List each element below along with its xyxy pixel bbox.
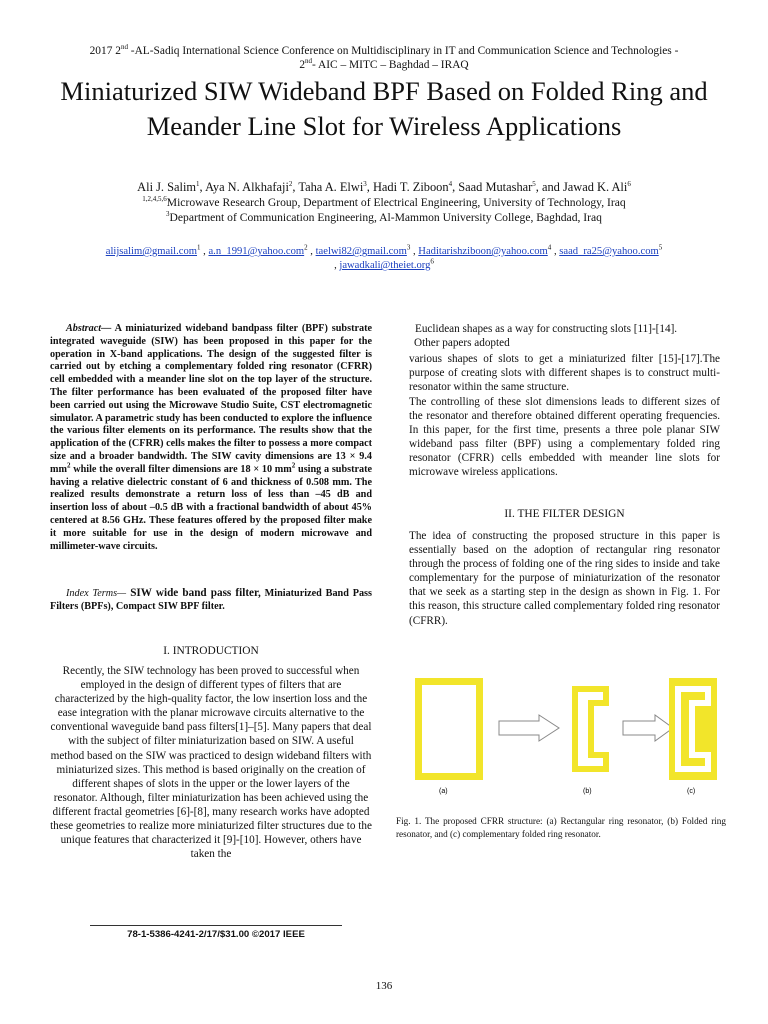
author: Aya N. Alkhafaji$^2$, bbox=[205, 179, 299, 194]
conf-name: -AL-Sadiq International Science Conference on Multidisciplinary in IT and Communication Science and Technologies - bbox=[127, 45, 679, 57]
paragraph: The idea of constructing the proposed structure in this paper is essentially based on the adoption of rectangular ring resonator through the process of folding one of the ring sides to inside and take complementary for the purpose of miniaturization of the resonator that we seek as a starting step in the design as shown in Fig. 1. For this reason, this structure called complementary folded ring resonator (CFRR). bbox=[409, 530, 720, 627]
paragraph: The controlling of these slot dimensions leads to different sizes of the resonator and therefore obtained different operating frequencies. In this paper, for the first time, presents a three pole planar SIW wideband pass filter (BPF) using a complementary folded ring resonator (CFRR) cells embedded with meander line slots for microwave wireless applications. bbox=[409, 396, 720, 479]
author: Ali J. Salim$^1$, bbox=[137, 179, 206, 194]
conf-year: 2017 2 bbox=[89, 45, 121, 57]
figure-caption: Fig. 1. The proposed CFRR structure: (a) Rectangular ring resonator, (b) Folded ring resonator, and (c) complementary folded ring resonator. bbox=[396, 816, 726, 839]
arrow-icon bbox=[623, 715, 673, 741]
email-link[interactable]: Haditarishziboon@yahoo.com bbox=[418, 246, 548, 257]
figure-label-a: (a) bbox=[439, 788, 448, 795]
page-number: 136 bbox=[375, 980, 393, 992]
section-heading-introduction: I. INTRODUCTION bbox=[163, 645, 259, 657]
conf-location: - AIC – MITC – Baghdad – IRAQ bbox=[312, 59, 469, 71]
conference-header bbox=[30, 44, 738, 72]
author-list bbox=[30, 180, 738, 195]
email-link[interactable]: jawadkali@theiet.org bbox=[339, 260, 431, 271]
affiliation-2: $^3$Department of Communication Engineering, Al-Mammon University College, Baghdad, Iraq bbox=[166, 210, 602, 224]
conf-sup2: nd bbox=[305, 57, 313, 66]
paper-title: Miniaturized SIW Wideband BPF Based on Folded Ring and Meander Line Slot for Wireless Applications bbox=[60, 76, 708, 141]
index-terms: Index Terms— SIW wide band pass filter, Miniaturized Band Pass Filters (BPFs), Compact SIW BPF filter. bbox=[50, 587, 372, 612]
figure-label-b: (b) bbox=[583, 788, 592, 795]
section-heading-filter-design: II. THE FILTER DESIGN bbox=[504, 508, 625, 520]
email-link[interactable]: taelwi82@gmail.com bbox=[315, 246, 407, 257]
continued-text: Euclidean shapes as a way for constructing slots [11]-[14]. bbox=[415, 323, 678, 335]
author: and Jawad K. Ali$^6$ bbox=[541, 179, 631, 194]
email-link[interactable]: a.n_1991@yahoo.com bbox=[208, 246, 305, 257]
copyright-notice: 78-1-5386-4241-2/17/$31.00 ©2017 IEEE bbox=[127, 929, 305, 940]
conf-ed: 2 bbox=[299, 59, 306, 71]
conf-sup: nd bbox=[120, 43, 128, 52]
abstract-label: Abstract— bbox=[66, 323, 112, 334]
email-link[interactable]: saad_ra25@yahoo.com bbox=[559, 246, 659, 257]
author-emails: alijsalim@gmail.com$^1$ , a.n_1991@yahoo.com$^2$ , taelwi82@gmail.com$^3$ , Haditarishziboon@yahoo.com$^4$ , saad_ra25@yahoo.com$^5$ , jawadkali@theiet.org$^6$ bbox=[105, 243, 663, 271]
affiliation-1: $^{1,2,4,5,6}$Microwave Research Group, Department of Electrical Engineering, University of Technology, Iraq bbox=[142, 195, 626, 209]
arrow-icon bbox=[499, 715, 559, 741]
figure-cfrr-structure bbox=[409, 672, 720, 800]
continued-text-2: Other papers adopted bbox=[414, 337, 510, 349]
author: Taha A. Elwi$^3$, bbox=[298, 179, 373, 194]
abstract: Abstract— A miniaturized wideband bandpass filter (BPF) substrate integrated waveguide (SIW) has been proposed in this paper for the operation in X-band applications. The design of the suggested filter is carried out by etching a complementary folded ring resonator (CFRR) cell embedded with a meander line slot on the top layer of the structure. The filter performance has been evaluated of the proposed filter have been carried out using the Microwave Studio Suite, CST electromagnetic simulator. A parametric study has been conducted to explore the influence the various filter elements on its performance. The results show that the application of the (CFRR) cells makes the filter to possess a more compact size and a broader bandwidth. The SIW cavity dimensions are 13 × 9.4 $mm^2$ while the overall filter dimensions are 18 × 10 $mm^2$ using a substrate having a relative dielectric constant of 6 and thickness of 0.508 mm. The realized results demonstrate a return loss of less than –45 dB and insertion loss of about –0.5 dB with a fractional bandwidth of about 45% centered at 8.56 GHz. These features offered by the proposed filter make it more suitable for use in the design of modern microwave and millimeter-wave circuits. bbox=[50, 323, 373, 552]
paragraph: various shapes of slots to get a miniaturized filter [15]-[17].The purpose of creating slots with different shapes is to construct multi-resonator within the same structure. bbox=[409, 353, 720, 394]
introduction-text: Recently, the SIW technology has been proved to successful when employed in the design of different types of filters that are characterized by the high-quality factor, the low insertion loss and the ease integration with the planar microwave circuits alternative to the conventional waveguide band pass filters[1]–[5]. Many papers that deal with the subject of filter miniaturization based on SIW. A useful method based on the SIW was practiced to design wideband filters with miniaturized sizes. This method is based originally on the creation of different shapes of slots in the upper or the lower layers of the resonator. Although, filter miniaturization has been achieved using the different fractal geometries [6]-[8], many research works have adopted these geometries to realize more miniaturized filter structures due to the unique features that characterized it [9]-[10]. However, others have taken the bbox=[50, 665, 372, 861]
figure-label-c: (c) bbox=[687, 788, 696, 795]
author: Saad Mutashar$^5$, bbox=[458, 179, 542, 194]
email-link[interactable]: alijsalim@gmail.com bbox=[105, 246, 198, 257]
author: Hadi T. Ziboon$^4$, bbox=[372, 179, 459, 194]
footer-divider bbox=[90, 925, 342, 926]
ring-resonator-a-inner bbox=[422, 685, 476, 773]
